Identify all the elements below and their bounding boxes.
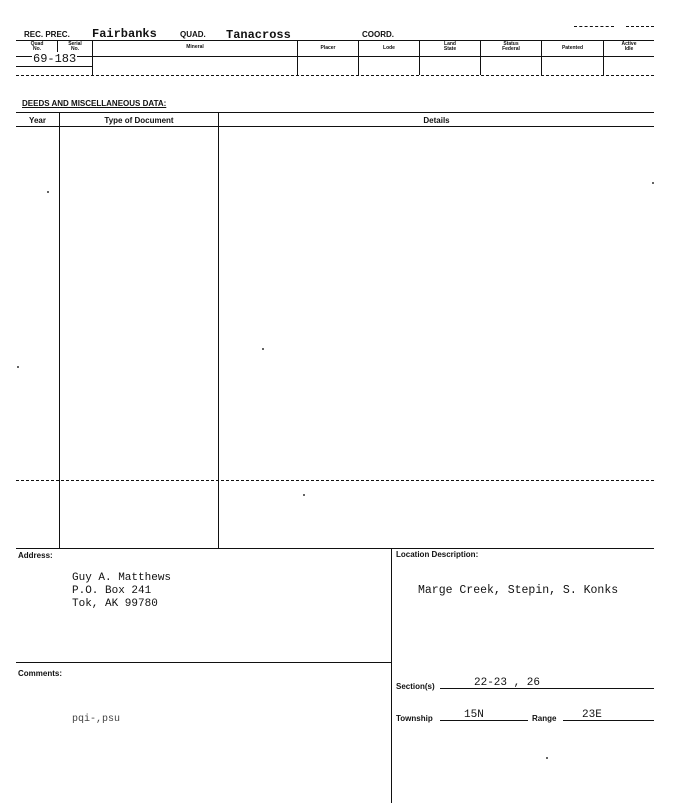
col-year: Year (29, 116, 46, 125)
deeds-top-rule (16, 112, 654, 113)
quad-value: Tanacross (226, 28, 291, 42)
coord-label: COORD. (362, 30, 394, 39)
col-land-state: Land State (443, 41, 457, 52)
range-value: 23E (582, 709, 602, 721)
speck (303, 494, 305, 496)
section-underline (440, 688, 654, 689)
col-patented: Patented (561, 45, 584, 51)
comments-label: Comments: (18, 669, 63, 678)
bottom-top-rule (16, 548, 654, 549)
address-line: Tok, AK 99780 (72, 598, 158, 610)
speck (47, 191, 49, 193)
quad-label: QUAD. (180, 30, 206, 39)
table1-row-rule (16, 66, 92, 67)
header-dash (626, 26, 654, 27)
deeds-dash-rule (16, 480, 654, 481)
address-label: Address: (18, 551, 53, 560)
speck (17, 366, 19, 368)
comments-rule (16, 662, 391, 663)
col-status-federal: Status Federal (502, 41, 520, 52)
bottom-divider (391, 548, 392, 803)
col-active-idle: Active Idle (621, 41, 637, 52)
address-line: P.O. Box 241 (72, 585, 152, 597)
col-serial-no: Serial No. (68, 41, 82, 52)
township-label: Township (396, 714, 433, 723)
township-value: 15N (464, 709, 484, 721)
header-dash (574, 26, 614, 27)
col-quad-no: Quad No. (30, 41, 44, 52)
rec-prec-value: Fairbanks (92, 27, 157, 41)
section-value: 22-23 , 26 (474, 677, 541, 689)
quad-serial-value: 69-183 (33, 52, 77, 66)
speck (652, 182, 654, 184)
col-mineral: Mineral (186, 44, 204, 50)
speck (546, 757, 548, 759)
section-label: Section(s) (396, 682, 435, 691)
location-value: Marge Creek, Stepin, S. Konks (418, 584, 619, 597)
range-label: Range (532, 714, 557, 723)
address-line: Guy A. Matthews (72, 572, 172, 584)
table1-bottom-dash (16, 75, 654, 76)
col-placer: Placer (320, 45, 336, 51)
address-block (72, 572, 171, 611)
location-label: Location Description: (396, 550, 479, 559)
rec-prec-label: REC. PREC. (24, 30, 70, 39)
deeds-divider (218, 112, 219, 548)
col-type-of-document: Type of Document (104, 116, 174, 125)
col-lode: Lode (383, 45, 395, 51)
range-underline (563, 720, 654, 721)
deeds-title: DEEDS AND MISCELLANEOUS DATA: (22, 99, 167, 108)
township-underline (440, 720, 528, 721)
speck (262, 348, 264, 350)
deeds-divider (59, 112, 60, 548)
comments-value: pqi-,psu (72, 714, 121, 725)
deeds-header-rule (16, 126, 654, 127)
table1-top-rule (16, 40, 654, 41)
col-details: Details (423, 116, 450, 125)
table1-header-rule (16, 56, 654, 57)
